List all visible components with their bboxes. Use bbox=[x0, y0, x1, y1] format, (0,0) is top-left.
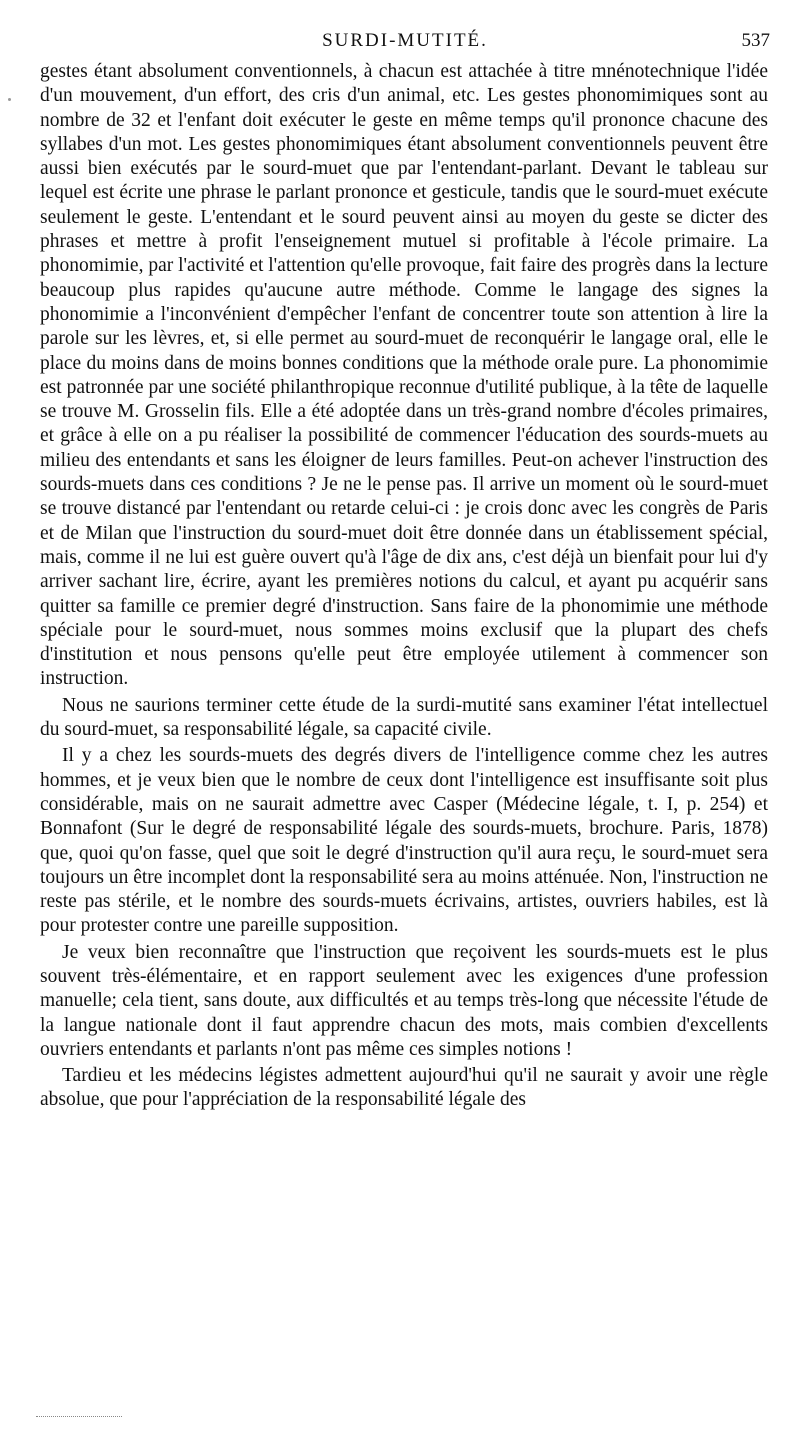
paragraph-instruction: Je veux bien reconnaître que l'instruction que reçoivent les sourds-muets est le plus souvent très-élémentaire, et en rapport seulement avec les exigences d'une profession manuelle; cela tient, sans doute, aux difficultés et au temps très-long que nécessite l'étude de la langue nationale dont il faut apprendre chacun des mots, mais combien d'excellents ouvriers entendants et parlants n'ont pas même ces simples notions ! bbox=[40, 941, 768, 1060]
bottom-dotted-rule bbox=[36, 1416, 122, 1417]
running-title: SURDI-MUTITÉ. bbox=[322, 30, 488, 51]
paragraph-conclusion-intro: Nous ne saurions terminer cette étude de la surdi-mutité sans examiner l'état intellectuel du sourd-muet, sa responsabilité légale, sa capacité civile. bbox=[40, 694, 768, 741]
margin-mark bbox=[8, 98, 11, 101]
body-text bbox=[40, 60, 768, 1113]
paragraph-intelligence: Il y a chez les sourds-muets des degrés divers de l'intelligence comme chez les autres hommes, et je veux bien que le nombre de ceux dont l'intelligence est insuffisante soit plus considérable, mais on ne saurait admettre avec Casper (Médecine légale, t. I, p. 254) et Bonnafont (Sur le degré de responsabilité légale des sourds-muets, brochure. Paris, 1878) que, quoi qu'on fasse, quel que soit le degré d'instruction qu'il aura reçu, le sourd-muet sera toujours un être incomplet dont la responsabilité sera au moins atténuée. Non, l'instruction ne reste pas stérile, et le nombre des sourds-muets écrivains, artistes, ouvriers habiles, est là pour protester contre une pareille supposition. bbox=[40, 745, 768, 937]
paragraph-tardieu: Tardieu et les médecins légistes admettent aujourd'hui qu'il ne saurait y avoir une règle absolue, que pour l'appréciation de la responsabilité légale des bbox=[40, 1065, 768, 1111]
running-head bbox=[40, 30, 770, 56]
page-number: 537 bbox=[741, 30, 770, 51]
paragraph-phonomimie: gestes étant absolument conventionnels, à chacun est attachée à titre mnénotechnique l'idée d'un mouvement, d'un effort, des cris d'un animal, etc. Les gestes phonomimiques sont au nombre de 32 et l'enfant doit exécuter le geste en même temps qu'il prononce chacune des syllabes d'un mot. Les gestes phonomimiques étant absolument conventionnels peuvent être aussi bien exécutés par le sourd-muet que par l'entendant-parlant. Devant le tableau sur lequel est écrite une phrase le parlant prononce et gesticule, tandis que le sourd-muet exécute seulement le geste. L'entendant et le sourd peuvent ainsi au moyen du geste se dicter des phrases et mettre à profit l'enseignement mutuel si profitable à l'école primaire. La phonomimie, par l'activité et l'attention qu'elle provoque, fait faire des progrès dans la lecture beaucoup plus rapides qu'aucune autre méthode. Comme le langage des signes la phonomimie a l'inconvénient d'empêcher l'enfant de concentrer toute son attention à lire la parole sur les lèvres, et, si elle permet au sourd-muet de reconquérir le langage oral, elle le place du moins dans de moins bonnes conditions que la méthode orale pure. La phonomimie est patronnée par une société philanthropique reconnue d'utilité publique, à la tête de laquelle se trouve M. Grosselin fils. Elle a été adoptée dans un très-grand nombre d'écoles primaires, et grâce à elle on a pu réaliser la possibilité de commencer l'éducation des sourds-muets au milieu des entendants et sans les éloigner de leurs familles. Peut-on achever l'instruction des sourds-muets dans ces conditions ? Je ne le pense pas. Il arrive un moment où le sourd-muet se trouve distancé par l'entendant ou retarde celui-ci : je crois donc avec les congrès de Paris et de Milan que l'instruction du sourd-muet doit être donnée dans un établissement spécial, mais, comme il ne lui est guère ouvert qu'à l'âge de dix ans, c'est déjà un bienfait pour lui d'y arriver sachant lire, écrire, ayant les premières notions du calcul, et ayant pu acquérir sans quitter sa famille ce premier degré d'instruction. Sans faire de la phonomimie une méthode spéciale pour le sourd-muet, nous sommes moins exclusif que la plupart des chefs d'institution et nous pensons qu'elle peut être employée utilement à commencer son instruction. bbox=[40, 61, 768, 690]
